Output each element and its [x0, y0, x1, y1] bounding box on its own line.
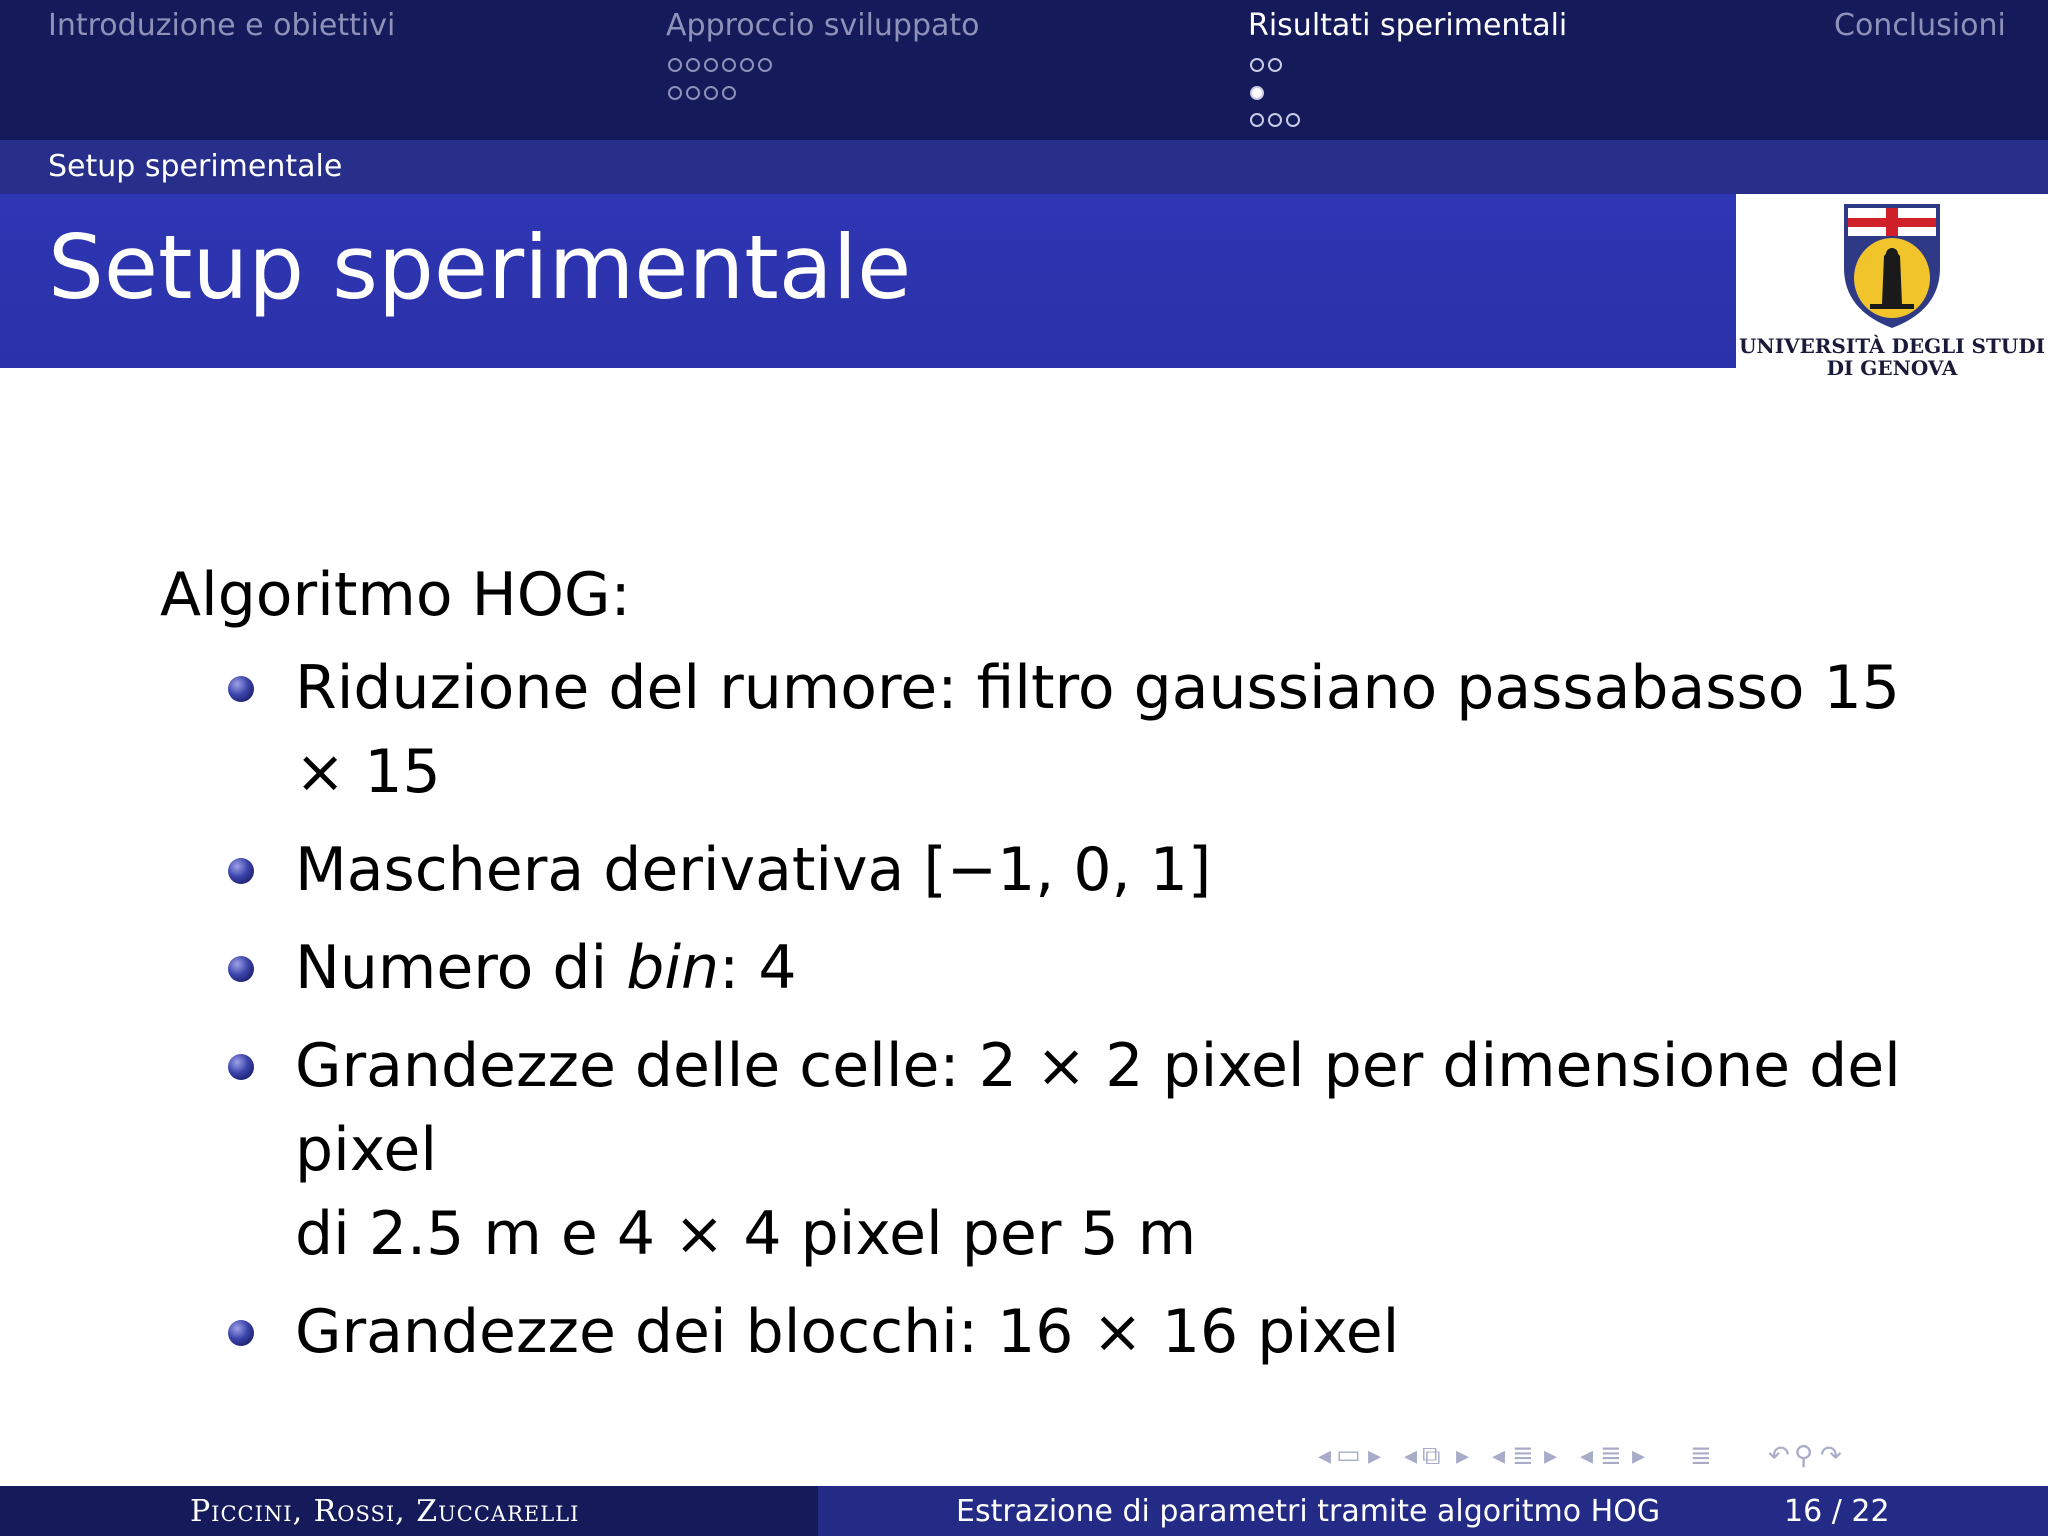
- nav-section-icon[interactable]: ≣: [1512, 1441, 1534, 1471]
- item-text: [295, 926, 1920, 1010]
- item-text-emphasis: bin: [626, 933, 720, 1003]
- nav-frame-back-arrow-icon[interactable]: ◂: [1318, 1441, 1332, 1471]
- nav-subsection-back-arrow-icon[interactable]: ◂: [1404, 1441, 1418, 1471]
- section-navigation-bar: [0, 0, 2048, 140]
- nav-frame-forward-arrow-icon[interactable]: ▸: [1368, 1441, 1382, 1471]
- frame-dot[interactable]: [758, 58, 772, 72]
- footer-title: Estrazione di parametri tramite algoritmo HOG: [956, 1494, 1661, 1529]
- nav-section-back-arrow-icon[interactable]: ◂: [1492, 1441, 1506, 1471]
- nav-subsection-forward-arrow-icon[interactable]: ▸: [1456, 1441, 1470, 1471]
- bullet-list: [160, 646, 1920, 1374]
- frame-dot[interactable]: [668, 86, 682, 100]
- frame-dot[interactable]: [686, 86, 700, 100]
- university-name-line1: UNIVERSITÀ DEGLI STUDI: [1738, 334, 2046, 358]
- bullet-icon: [228, 858, 254, 884]
- item-text: Maschera derivativa [−1, 0, 1]: [295, 835, 1212, 905]
- nav-appendix-icon[interactable]: ≣: [1690, 1441, 1712, 1471]
- frame-dot[interactable]: [722, 86, 736, 100]
- item-text: Grandezze dei blocchi: 16 × 16 pixel: [295, 1297, 1400, 1367]
- nav-frame-dots-risultati-2: [1250, 86, 1264, 100]
- frame-dot[interactable]: [1250, 58, 1264, 72]
- footer-authors: Piccini, Rossi, Zuccarelli: [190, 1494, 580, 1529]
- footer-authors-box: [0, 1486, 818, 1536]
- nav-frame-dots-approccio-1: [668, 58, 772, 72]
- list-item-blocks: [160, 1290, 1920, 1374]
- frame-dot[interactable]: [704, 58, 718, 72]
- nav-frame-dots-risultati-1: [1250, 58, 1282, 72]
- list-item-cells: [160, 1024, 1920, 1276]
- nav-frame-dots-risultati-3: [1250, 113, 1300, 127]
- bullet-icon: [228, 676, 254, 702]
- frame-dot[interactable]: [704, 86, 718, 100]
- frame-dot[interactable]: [1268, 58, 1282, 72]
- nav-presentation-icon[interactable]: ≣: [1600, 1441, 1622, 1471]
- content-intro: Algoritmo HOG:: [160, 560, 631, 630]
- nav-section-risultati[interactable]: Risultati sperimentali: [1248, 8, 1568, 43]
- frame-dot[interactable]: [1286, 113, 1300, 127]
- frame-dot[interactable]: [686, 58, 700, 72]
- bullet-icon: [228, 956, 254, 982]
- list-item-bins: [160, 926, 1920, 1010]
- frame-title-bar: [0, 194, 1736, 368]
- item-text: Riduzione del rumore: filtro gaussiano passabasso 15 × 15: [295, 653, 1900, 807]
- slide-content: [160, 560, 1920, 1388]
- footer-page-number: 16 / 22: [1784, 1494, 1890, 1529]
- subsection-bar: [0, 140, 2048, 194]
- current-frame-dot[interactable]: [1250, 86, 1264, 100]
- frame-dot[interactable]: [668, 58, 682, 72]
- nav-section-introduzione[interactable]: Introduzione e obiettivi: [48, 8, 396, 43]
- beamer-navigation-symbols: [1318, 1440, 2038, 1472]
- frame-dot[interactable]: [740, 58, 754, 72]
- list-item-noise: [160, 646, 1920, 814]
- item-text-suffix: : 4: [719, 933, 797, 1003]
- list-item-mask: [160, 828, 1920, 912]
- frame-title: Setup sperimentale: [48, 216, 912, 319]
- frame-dot[interactable]: [1250, 113, 1264, 127]
- university-logo: [1736, 194, 2048, 384]
- nav-frame-icon[interactable]: ▭: [1336, 1440, 1361, 1470]
- bullet-icon: [228, 1054, 254, 1080]
- bullet-icon: [228, 1320, 254, 1346]
- university-name-line2: DI GENOVA: [1826, 356, 1958, 380]
- nav-presentation-back-arrow-icon[interactable]: ◂: [1580, 1441, 1594, 1471]
- nav-section-approccio[interactable]: Approccio sviluppato: [666, 8, 980, 43]
- nav-section-conclusioni[interactable]: Conclusioni: [1834, 8, 2006, 43]
- nav-section-forward-arrow-icon[interactable]: ▸: [1544, 1441, 1558, 1471]
- university-shield-icon: [1840, 198, 1944, 330]
- footer-title-box: [818, 1486, 2048, 1536]
- item-text-line1: Grandezze delle celle: 2 × 2 pixel per dimensione del pixel: [295, 1031, 1901, 1185]
- nav-frame-dots-approccio-2: [668, 86, 736, 100]
- frame-dot[interactable]: [1268, 113, 1282, 127]
- nav-forward-icon[interactable]: ↷: [1820, 1441, 1842, 1471]
- nav-search-icon[interactable]: ⚲: [1794, 1441, 1814, 1471]
- item-text-prefix: Numero di: [295, 933, 627, 1003]
- subsection-label: Setup sperimentale: [48, 149, 343, 184]
- nav-presentation-forward-arrow-icon[interactable]: ▸: [1632, 1441, 1646, 1471]
- nav-back-icon[interactable]: ↶: [1768, 1441, 1790, 1471]
- frame-dot[interactable]: [722, 58, 736, 72]
- nav-subsection-icon[interactable]: ⧉: [1422, 1441, 1441, 1471]
- item-text-line2: di 2.5 m e 4 × 4 pixel per 5 m: [295, 1199, 1197, 1269]
